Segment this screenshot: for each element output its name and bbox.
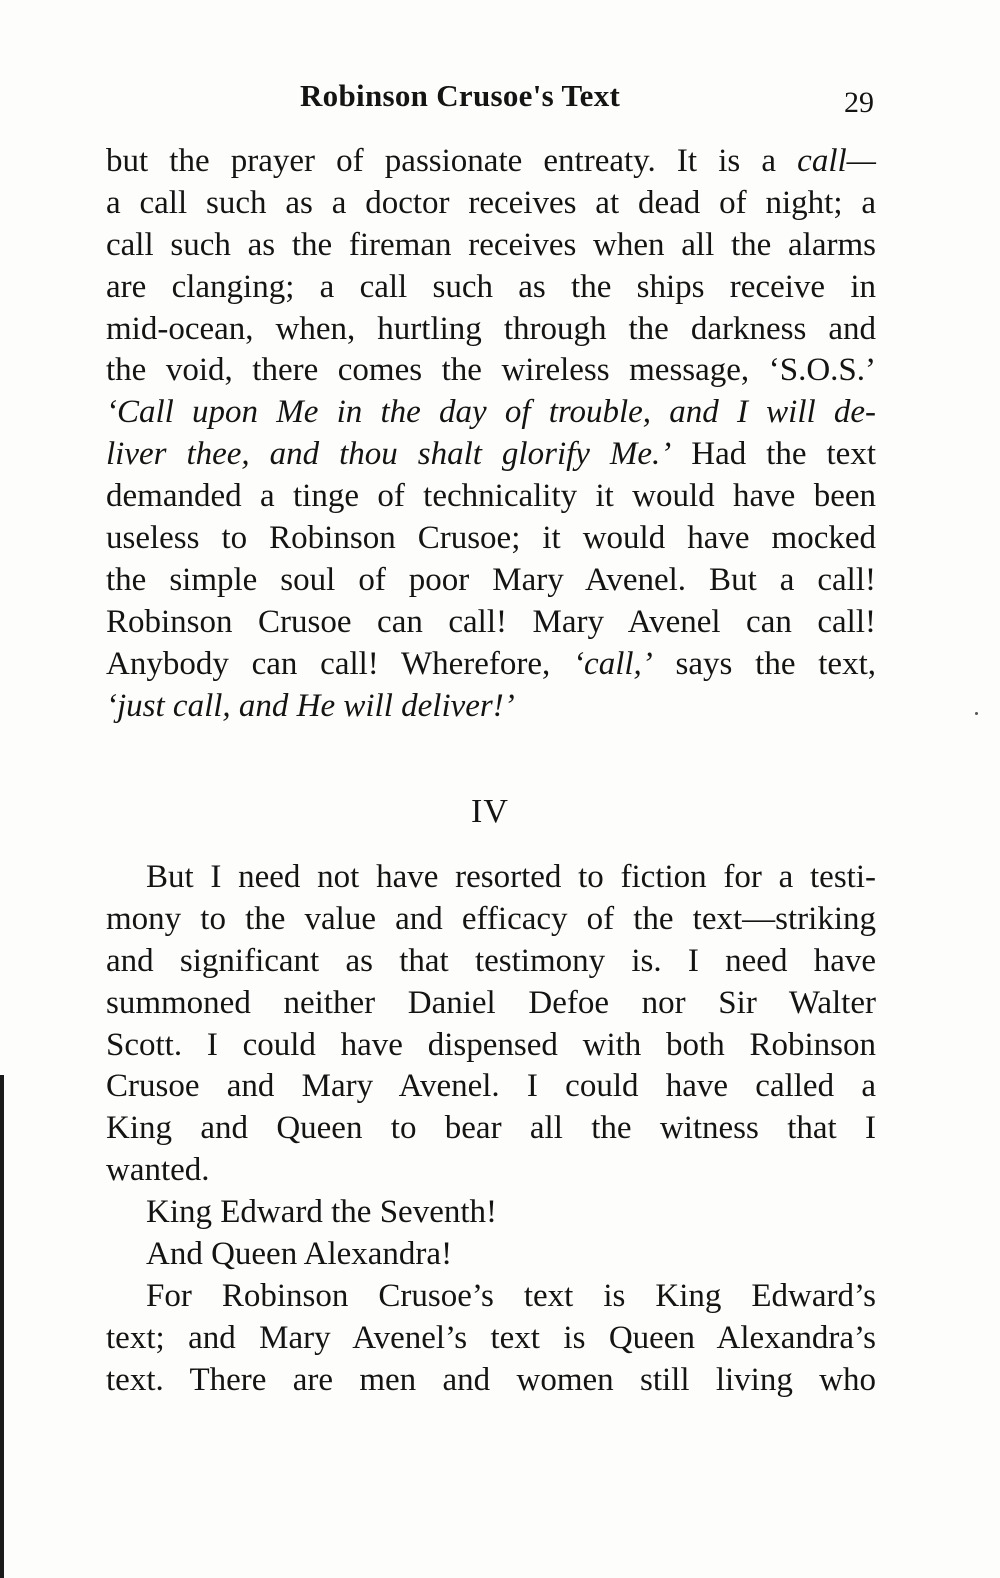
italic-run: liver thee, and thou shalt glorify Me.’: [106, 436, 672, 473]
italic-run: ‘just call, and He will deliver!’: [106, 687, 515, 724]
text-line: mid-ocean, when, hurtling through the darkness and: [106, 310, 876, 347]
text-line: summoned neither Daniel Defoe nor Sir Walter: [106, 984, 876, 1021]
text-line-mixed: Anybody can call! Wherefore, ‘call,’ says the text,: [106, 645, 876, 682]
text-line: and significant as that testimony is. I need have: [106, 942, 876, 979]
text-line: but the prayer of passionate entreaty. It is a call—: [106, 143, 876, 179]
text-line: a call such as a doctor receives at dead of night; a: [106, 184, 876, 221]
paragraph-call: [106, 141, 876, 727]
text-line: Scott. I could have dispensed with both Robinson: [106, 1026, 876, 1063]
text-line: text. There are men and women still living who: [106, 1361, 876, 1398]
text-line: the simple soul of poor Mary Avenel. But a call!: [106, 561, 876, 598]
section-number: IV: [471, 793, 509, 830]
text-line: Crusoe and Mary Avenel. I could have called a: [106, 1068, 876, 1105]
text-line: King and Queen to bear all the witness that I: [106, 1110, 876, 1147]
text-line: Robinson Crusoe can call! Mary Avenel can call!: [106, 603, 876, 640]
paragraph-testimony: [106, 857, 876, 1402]
text-line: mony to the value and efficacy of the text—striking: [106, 900, 876, 937]
italic-run: call—: [797, 143, 876, 179]
text-line: call such as the fireman receives when all the alarms: [106, 226, 876, 263]
text-line: For Robinson Crusoe’s text is King Edward’s: [146, 1277, 876, 1314]
speck-mark: [975, 712, 978, 715]
text-line: are clanging; a call such as the ships receive in: [106, 268, 876, 305]
text-line-queen: And Queen Alexandra!: [146, 1236, 453, 1273]
text-line: wanted.: [106, 1152, 210, 1189]
text-line-italic: [106, 392, 876, 434]
text-line: useless to Robinson Crusoe; it would have mocked: [106, 520, 876, 557]
running-header-title: Robinson Crusoe's Text: [300, 78, 621, 113]
text-line-mixed: liver thee, and thou shalt glorify Me.’ Had the text: [106, 436, 876, 473]
text-line-king: King Edward the Seventh!: [146, 1194, 497, 1231]
italic-run: ‘Call upon Me in the day of trouble, and I will de-: [106, 394, 876, 431]
text-line: But I need not have resorted to fiction for a testi-: [146, 859, 876, 895]
text-line: text; and Mary Avenel’s text is Queen Alexandra’s: [106, 1319, 876, 1356]
text-line-italic: [106, 686, 876, 728]
text-line: demanded a tinge of technicality it would have been: [106, 478, 876, 515]
page-edge-shadow: [0, 1075, 4, 1578]
text-line: the void, there comes the wireless message, ‘S.O.S.’: [106, 352, 876, 389]
italic-run: ‘call,’: [573, 645, 653, 682]
page-number: 29: [844, 86, 874, 119]
